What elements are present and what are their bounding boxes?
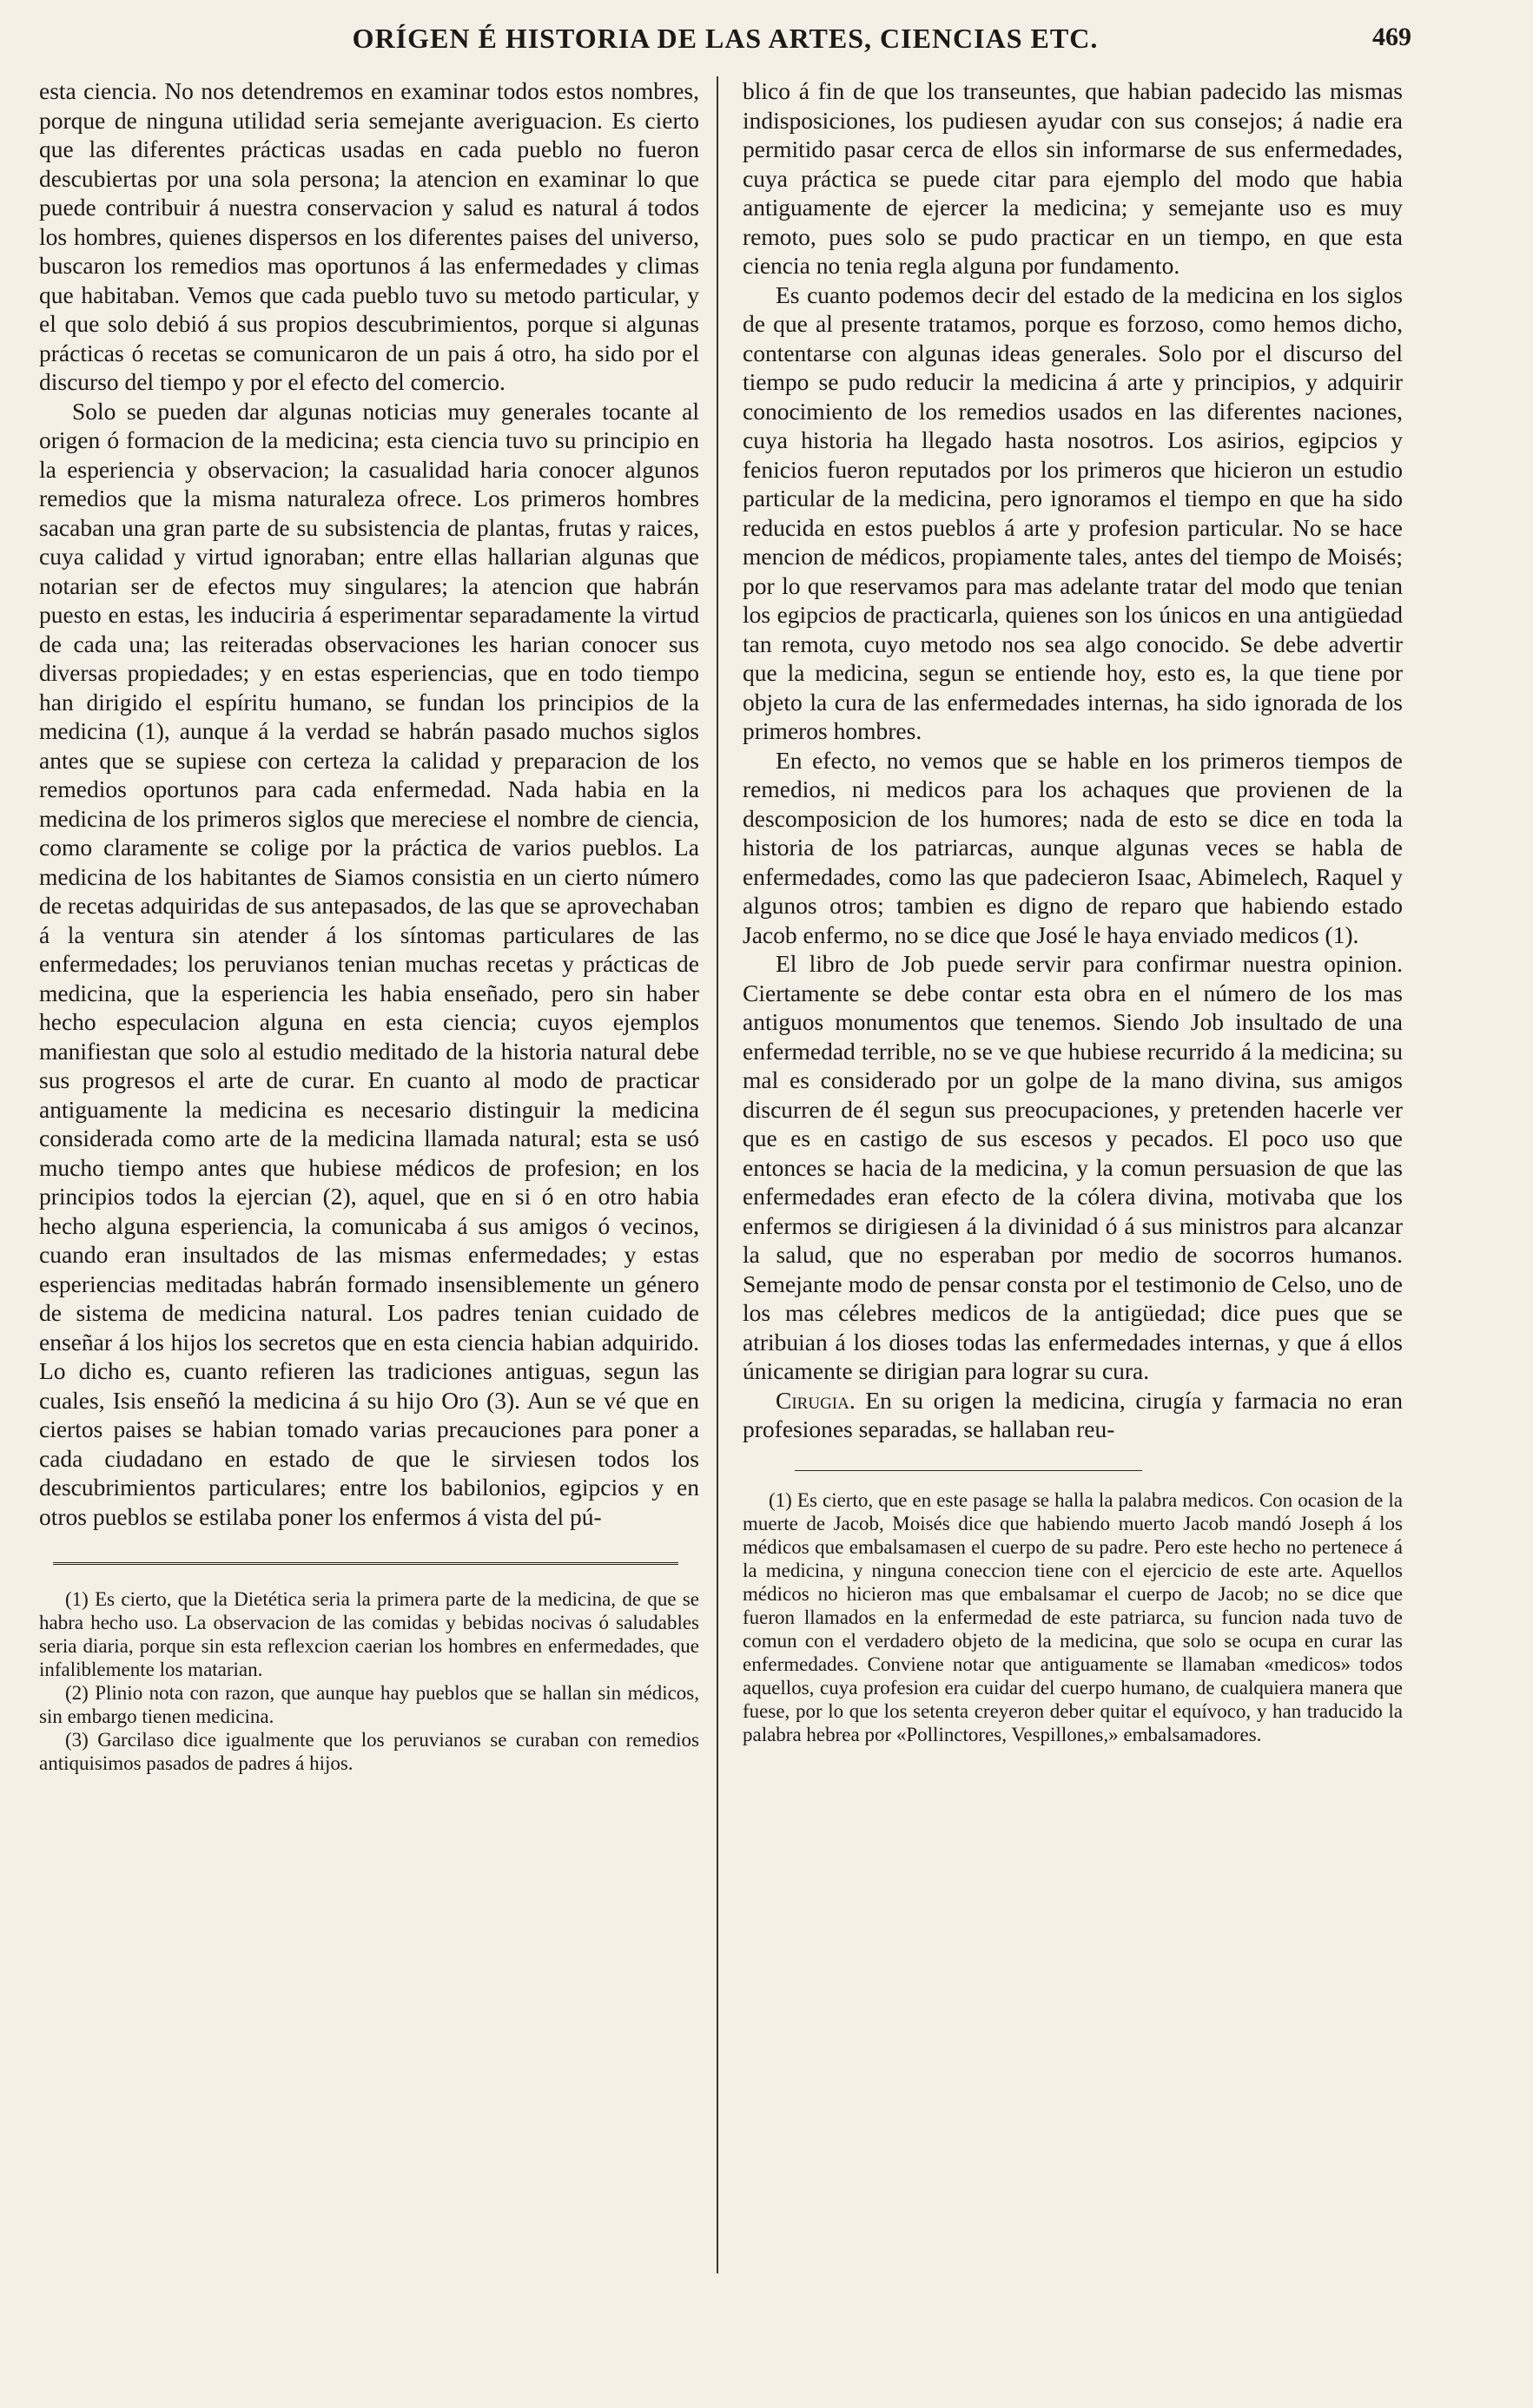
body-paragraph: blico á fin de que los transeuntes, que habian padecido las mismas indisposiciones, los pudiesen ayudar con sus consejos; á nadie era permitido pasar cerca de ellos sin informarse de sus enfermedades, cuya práctica se puede citar para ejemplo del modo que habia antiguamente de ejercer la medicina; y semejante uso es muy remoto, pues solo se pudo practicar en un tiempo, en que esta ciencia no tenia regla alguna por fundamento. bbox=[743, 77, 1403, 279]
body-paragraph: esta ciencia. No nos detendremos en examinar todos estos nombres, porque de ninguna utilidad seria semejante averiguacion. Es cierto que las diferentes prácticas usadas en cada pueblo no fueron descubiertas por una sola persona; la atencion en examinar lo que puede contribuir á nuestra conservacion y salud es natural á todos los hombres, quienes dispersos en los diferentes paises del universo, buscaron los remedios mas oportunos á las enfermedades y climas que habitaban. Vemos que cada pueblo tuvo su metodo particular, y el que solo debió á sus propios descubrimientos, porque si algunas prácticas ó recetas se comunicaron de un pais á otro, ha sido por el discurso del tiempo y por el efecto del comercio. bbox=[39, 77, 699, 395]
footnote: (1) Es cierto, que la Dietética seria la primera parte de la medicina, de que se habra hecho uso. La observacion de las comidas y bebidas nocivas ó saludables seria diaria, porque sin esta reflexcion caerian los hombres en enfermedades, que infaliblemente los matarian. bbox=[39, 1588, 699, 1680]
footnote-divider bbox=[53, 1562, 678, 1565]
column-divider bbox=[717, 76, 718, 2273]
footnotes bbox=[39, 1587, 699, 1775]
footnote: (1) Es cierto, que en este pasage se halla la palabra medicos. Con ocasion de la muerte de Jacob, Moisés dice que habiendo muerto Jacob mandó Joseph á los médicos que embalsamasen el cuerpo de su padre. Pero este hecho no pertenece á la medicina, y ninguna coneccion tiene con el ejercicio de este arte. Aquellos médicos no hicieron mas que embalsamar el cuerpo de Jacob; no se dice que fueron llamados en la enfermedad de este patriarca, su funcion nada tuvo de comun con el verdadero objeto de la medicina, que solo se ocupa en curar las enfermedades. Conviene notar que antiguamente se llamaban «medicos» todos aquellos, cuya profesion era cuidar del cuerpo humano, de cualquiera manera que fuese, por lo que los setenta creyeron deber quitar el equívoco, y han traducido la palabra hebrea por «Pollinctores, Vespillones,» embalsamadores. bbox=[743, 1488, 1403, 1745]
left-column bbox=[39, 76, 699, 1775]
body-paragraph: Es cuanto podemos decir del estado de la medicina en los siglos de que al presente tratamos, porque es forzoso, como hemos dicho, contentarse con algunas ideas generales. Solo por el discurso del tiempo se pudo reducir la medicina á arte y principios, y adquirir conocimiento de los remedios usados en las diferentes naciones, cuya historia ha llegado hasta nosotros. Los asirios, egipcios y fenicios fueron reputados por los primeros que hicieron un estudio particular de la medicina, pero ignoramos el tiempo en que ha sido reducida en estos pueblos á arte y profesion particular. No se hace mencion de médicos, propiamente tales, antes del tiempo de Moisés; por lo que reservamos para mas adelante tratar del modo que tenian los egipcios de practicarla, quienes son los únicos en una antigüedad tan remota, cuyo metodo nos sea algo conocido. Se debe advertir que la medicina, segun se entiende hoy, esto es, la que tiene por objeto la cura de las enfermedades internas, ha sido ignorada de los primeros hombres. bbox=[743, 280, 1403, 744]
section-heading: Cirugia. bbox=[776, 1386, 856, 1414]
right-column bbox=[743, 76, 1403, 1746]
body-paragraph-section bbox=[743, 1386, 1403, 1444]
section-text: En su origen la medicina, cirugía y farmacia no eran profesiones separadas, se hallaban reu- bbox=[743, 1386, 1404, 1442]
body-paragraph: Solo se pueden dar algunas noticias muy generales tocante al origen ó formacion de la medicina; esta ciencia tuvo su principio en la esperiencia y observacion; la casualidad haria conocer algunos remedios que la misma naturaleza ofrece. Los primeros hombres sacaban una gran parte de su subsistencia de plantas, frutas y raices, cuya calidad y virtud ignoraban; entre ellas hallarian algunas que notarian ser de efectos muy singulares; la atencion que habrán puesto en estas, les induciria á esperimentar separadamente la virtud de cada una; las reiteradas observaciones les harian conocer sus diversas propiedades; y en estas esperiencias, que en todo tiempo han dirigido el espíritu humano, se fundan los principios de la medicina (1), aunque á la verdad se habrán pasado muchos siglos antes que se supiese con certeza la calidad y preparacion de los remedios oportunos para cada enfermedad. Nada habia en la medicina de los primeros siglos que mereciese el nombre de ciencia, como claramente se colige por la práctica de varios pueblos. La medicina de los habitantes de Siamos consistia en un cierto número de recetas adquiridas de sus antepasados, de las que se aprovechaban á la ventura sin atender á los síntomas particulares de las enfermedades; los peruvianos tenian muchas recetas y prácticas de medicina, que la esperiencia les habia enseñado, pero sin haber hecho especulacion alguna en esta ciencia; cuyos ejemplos manifiestan que solo al estudio meditado de la historia natural debe sus progresos el arte de curar. En cuanto al modo de practicar antiguamente la medicina es necesario distinguir la medicina considerada como arte de la medicina llamada natural; esta se usó mucho tiempo antes que hubiese médicos de profesion; en los principios todos la ejercian (2), aquel, que en si ó en otro habia hecho alguna esperiencia, la comunicaba á sus amigos ó vecinos, cuando eran insultados de las mismas enfermedades; y estas esperiencias meditadas habrán formado insensiblemente un género de sistema de medicina natural. Los padres tenian cuidado de enseñar á los hijos los secretos que en esta ciencia habian adquirido. Lo dicho es, cuanto refieren las tradiciones antiguas, segun las cuales, Isis enseñó la medicina á su hijo Oro (3). Aun se vé que en ciertos paises se habian tomado varias precauciones para poner a cada ciudadano en estado de que le sirviesen todos los descubrimientos particulares; entre los babilonios, egipcios y en otros pueblos se estilaba poner los enfermos á vista del pú- bbox=[39, 397, 699, 1530]
footnotes bbox=[743, 1488, 1403, 1746]
body-paragraph: El libro de Job puede servir para confirmar nuestra opinion. Ciertamente se debe contar esta obra en el número de los mas antiguos monumentos que tenemos. Siendo Job insultado de una enfermedad terrible, no se ve que hubiese recurrido á la medicina; su mal es considerado por un golpe de la mano divina, sus amigos discurren de él segun sus preocupaciones, y pretenden hacerle ver que es en castigo de sus escesos y pecados. El poco uso que entonces se hacia de la medicina, y la comun persuasion de que las enfermedades eran efecto de la cólera divina, motivaba que los enfermos se dirigiesen á la divinidad ó á sus ministros para alcanzar la salud, que no esperaban por medio de socorros humanos. Semejante modo de pensar consta por el testimonio de Celso, uno de los mas célebres medicos de la antigüedad; dice pues que se atribuian á los dioses todas las enfermedades internas, y que á ellos únicamente se dirigian para lograr su cura. bbox=[743, 950, 1403, 1384]
body-paragraph: En efecto, no vemos que se hable en los primeros tiempos de remedios, ni medicos para los achaques que provienen de la descomposicion de los humores; nada de esto se dice en toda la historia de los patriarcas, aunque algunas veces se habla de enfermedades, como las que padecieron Isaac, Abimelech, Raquel y algunos otros; tambien es digno de reparo que habiendo estado Jacob enfermo, no se dice que José le haya enviado medicos (1). bbox=[743, 746, 1403, 948]
footnote-divider bbox=[795, 1470, 1142, 1471]
footnote: (3) Garcilaso dice igualmente que los peruvianos se curaban con remedios antiquisimos pasados de padres á hijos. bbox=[39, 1729, 699, 1774]
page-header bbox=[48, 23, 1411, 63]
footnote: (2) Plinio nota con razon, que aunque hay pueblos que se hallan sin médicos, sin embargo tienen medicina. bbox=[39, 1682, 699, 1727]
page-number: 469 bbox=[1372, 23, 1411, 51]
running-title: ORÍGEN É HISTORIA DE LAS ARTES, CIENCIAS ETC. bbox=[352, 23, 1099, 54]
